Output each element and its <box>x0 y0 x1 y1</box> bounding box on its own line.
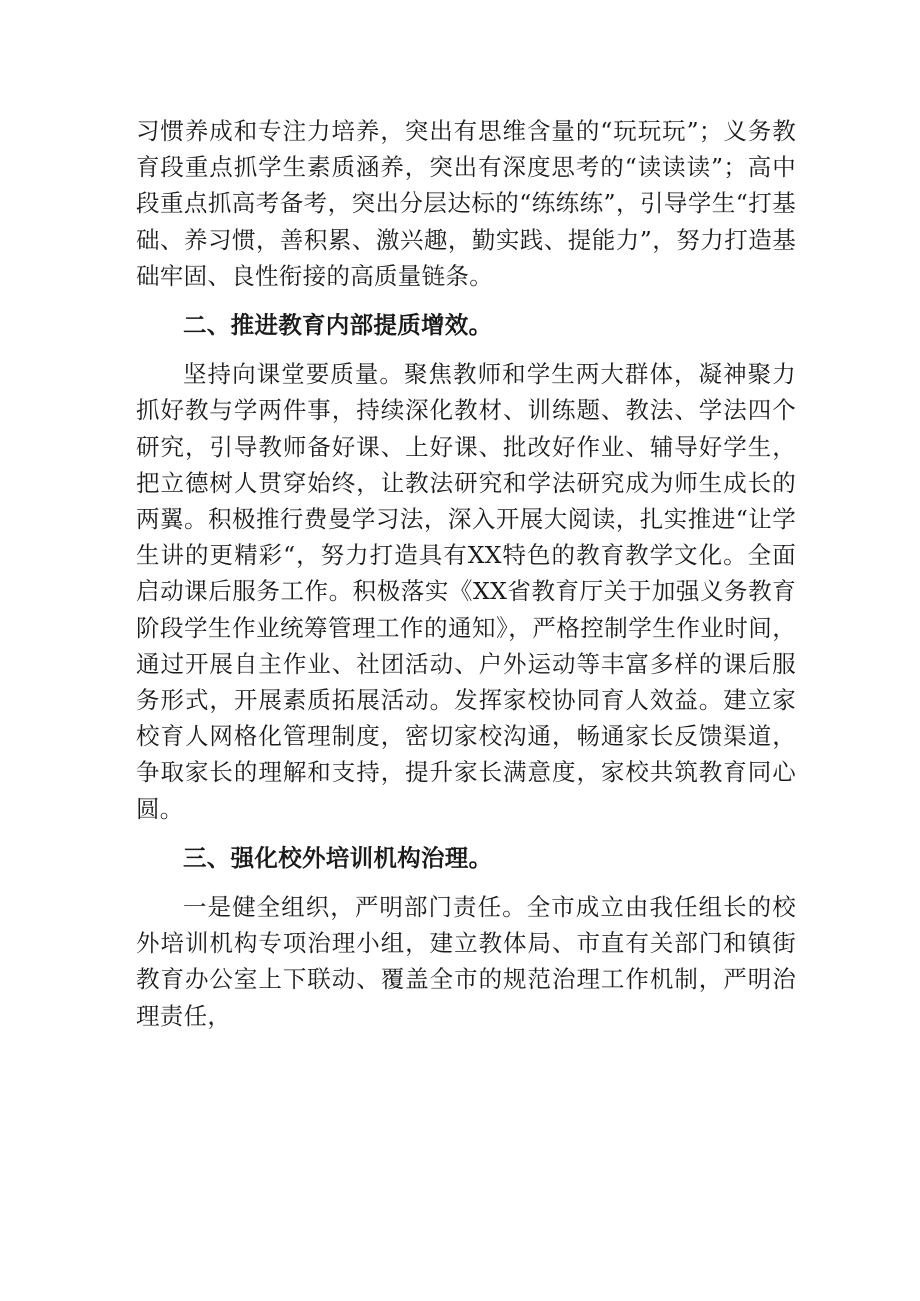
section-heading-3: 三、强化校外培训机构治理。 <box>183 843 493 872</box>
paragraph-classroom-quality: 坚持向课堂要质量。聚焦教师和学生两大群体，凝神聚力抓好教与学两件事，持续深化教材、训练题、教法、学法四个研究，引导教师备好课、上好课、批改好作业、辅导好学生，把立德树人贯穿始终，让教法研究和学法研究成为师生成长的两翼。积极推行费曼学习法，深入开展大阅读，扎实推进“让学生讲的更精彩“，努力打造具有XX特色的教育教学文化。全面启动课后服务工作。积极落实《XX省教育厅关于加强义务教育阶段学生作业统筹管理工作的通知》，严格控制学生作业时间，通过开展自主作业、社团活动、户外运动等丰富多样的课后服务形式，开展素质拓展活动。发挥家校协同育人效益。建立家校育人网格化管理制度，密切家校沟通，畅通家长反馈渠道，争取家长的理解和支持，提升家长满意度，家校共筑教育同心圆。 <box>136 360 796 823</box>
document-body <box>136 113 796 1034</box>
paragraph-organization: 一是健全组织，严明部门责任。全市成立由我任组长的校外培训机构专项治理小组，建立教体局、市直有关部门和镇街教育办公室上下联动、覆盖全市的规范治理工作机制，严明治理责任， <box>136 893 796 1030</box>
section-heading-2: 二、推进教育内部提质增效。 <box>183 311 493 340</box>
paragraph-continuation: 习惯养成和专注力培养，突出有思维含量的“玩玩玩”；义务教育段重点抓学生素质涵养，突出有深度思考的“读读读”；高中段重点抓高考备考，突出分层达标的“练练练”，引导学生“打基础、养习惯，善积累、激兴趣，勤实践、提能力”，努力打造基础牢固、良性衔接的高质量链条。 <box>136 117 796 290</box>
